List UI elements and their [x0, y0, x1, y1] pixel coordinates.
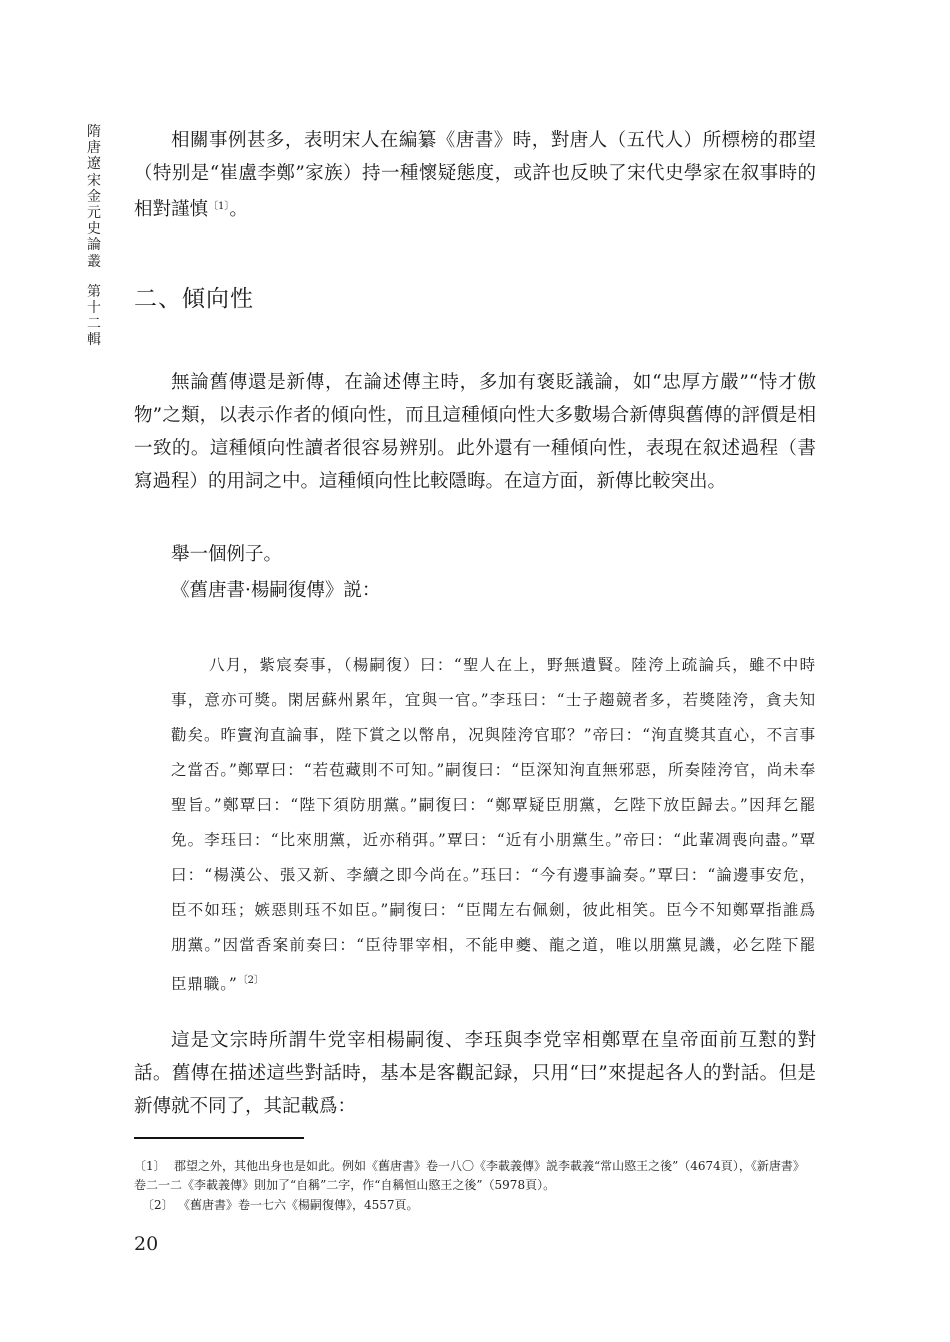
running-header — [84, 124, 104, 349]
paragraph-1: 相關事例甚多，表明宋人在編纂《唐書》時，對唐人（五代人）所標榜的郡望（特别是“崔盧李鄭”家族）持一種懷疑態度，或許也反映了宋代史學家在叙事時的相對謹慎$^{〔1〕}$。 — [134, 130, 816, 220]
source-line: 《舊唐書·楊嗣復傳》説： — [171, 580, 381, 601]
running-header-series: 隋 唐 遼 宋 金 元 史 論 叢 — [87, 124, 101, 270]
footnote-ref-1[interactable]: 〔1〕 — [208, 201, 230, 212]
footnote-number: 〔2〕 — [142, 1198, 174, 1212]
footnote-divider — [134, 1137, 304, 1139]
block-quote: 八月，紫宸奏事，（楊嗣復）曰：“聖人在上，野無遺賢。陸洿上疏論兵，雖不中時事，意亦可獎。閑居蘇州累年，宜與一官。”李珏曰：“士子趨競者多，若獎陸洿，貪夫知勸矣。昨竇洵直論事，陛下賞之以幣帛，况與陸洿官耶？”帝曰：“洵直獎其直心，不言事之當否。”鄭覃曰：“若苞藏則不可知。”嗣復曰：“臣深知洵直無邪惡，所奏陸洿官，尚未奉聖旨。”鄭覃曰：“陛下須防朋黨。”嗣復曰：“鄭覃疑臣朋黨，乞陛下放臣歸去。”因拜乞罷免。李珏曰：“比來朋黨，近亦稍弭。”覃曰：“近有小朋黨生。”帝曰：“此輩凋喪向盡。”覃曰：“楊漢公、張又新、李續之即今尚在。”珏曰：“今有邊事論奏。”覃曰：“論邊事安危，臣不如珏；嫉惡則珏不如臣。”嗣復曰：“臣聞左右佩劍，彼此相笑。臣今不知鄭覃指誰爲朋黨。”因當香案前奏曰：“臣待罪宰相，不能申夔、龍之道，唯以朋黨見譏，必乞陛下罷臣鼎職。”$^{〔2〕}$ — [171, 656, 816, 993]
paragraph-2: 無論舊傳還是新傳，在論述傳主時，多加有褒貶議論，如“忠厚方嚴”“恃才傲物”之類，以表示作者的傾向性，而且這種傾向性大多數場合新傳與舊傳的評價是相一致的。這種傾向性讀者很容易辨别。此外還有一種傾向性，表現在叙述過程（書寫過程）的用詞之中。這種傾向性比較隱晦。在這方面，新傳比較突出。 — [134, 372, 816, 492]
footnote-ref-2[interactable]: 〔2〕 — [237, 975, 265, 986]
footnote-2: 〔2〕 《舊唐書》卷一七六《楊嗣復傳》，4557頁。 — [134, 1196, 816, 1215]
running-header-separator — [84, 270, 104, 284]
example-line: 舉一個例子。 — [171, 544, 283, 565]
footnote-number: 〔1〕 — [134, 1159, 166, 1173]
page-number: 20 — [134, 1233, 159, 1255]
footnote-1: 〔1〕 郡望之外，其他出身也是如此。例如《舊唐書》卷一八〇《李載義傳》説李載義“常山愍王之後”（4674頁），《新唐書》卷二一二《李載義傳》則加了“自稱”二字，作“自稱恒山愍王之後”（5978頁）。 — [134, 1157, 816, 1195]
paragraph-3: 這是文宗時所謂牛党宰相楊嗣復、李珏與李党宰相鄭覃在皇帝面前互懟的對話。舊傳在描述這些對話時，基本是客觀記録，只用“曰”來提起各人的對話。但是新傳就不同了，其記載爲： — [134, 1030, 816, 1117]
running-header-volume: 第 十 二 輯 — [87, 283, 101, 349]
section-heading: 二、傾向性 — [134, 286, 254, 312]
